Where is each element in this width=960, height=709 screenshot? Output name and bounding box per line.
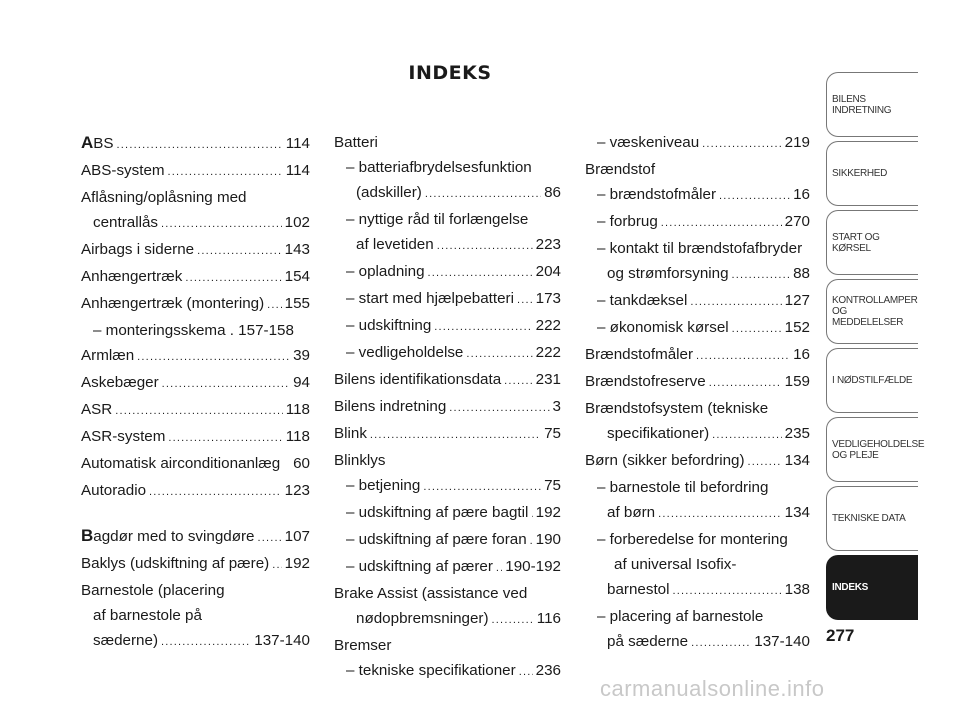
page-ref: 86 <box>544 184 561 201</box>
page-ref: 102 <box>284 214 310 231</box>
page-ref: 114 <box>285 135 310 152</box>
dot-leader <box>197 239 282 264</box>
entry-text <box>334 367 501 392</box>
section-gap <box>81 505 310 523</box>
dot-leader <box>690 290 781 315</box>
index-heading: – kontakt til brændstofafbryder <box>597 240 803 257</box>
entry-label: sæderne) <box>93 632 158 649</box>
entry-text <box>346 340 463 365</box>
entry-text <box>81 397 112 422</box>
index-entry <box>81 291 310 318</box>
chapter-tab-label: VEDLIGEHOLDELSE OG PLEJE <box>832 438 925 461</box>
dot-leader <box>732 317 782 342</box>
chapter-tab[interactable] <box>826 417 925 482</box>
entry-label: – udskiftning af pærer <box>346 558 493 575</box>
entry-label: Airbags i siderne <box>81 241 195 258</box>
index-heading: Batteri <box>334 134 378 151</box>
index-entry <box>585 577 810 604</box>
index-entry <box>81 210 310 237</box>
entry-text <box>81 451 280 476</box>
index-entry <box>334 473 561 500</box>
index-heading: – batteriafbrydelsesfunktion <box>346 159 532 176</box>
entry-label: agdør med to svingdøre <box>93 528 255 545</box>
entry-text <box>81 130 114 156</box>
dot-leader <box>530 529 533 554</box>
index-entry <box>585 342 810 369</box>
entry-label: – væskeniveau <box>597 134 700 151</box>
entry-text <box>346 473 420 498</box>
page-ref: 16 <box>793 186 810 203</box>
dot-leader <box>531 502 532 527</box>
entry-label: – økonomisk kørsel <box>597 319 729 336</box>
index-entry <box>81 343 310 370</box>
page-ref: 236 <box>535 662 561 679</box>
chapter-tab-label: START OG KØRSEL <box>832 231 880 254</box>
page-ref: 223 <box>535 236 561 253</box>
entry-text <box>356 606 489 631</box>
dot-leader <box>709 371 782 396</box>
page-ref: 75 <box>544 425 561 442</box>
entry-text <box>597 209 658 234</box>
chapter-tab[interactable] <box>826 348 918 413</box>
index-heading: Aflåsning/oplåsning med <box>81 189 247 206</box>
index-entry <box>585 182 810 209</box>
entry-label: – forbrug <box>597 213 658 230</box>
index-entry <box>81 451 310 478</box>
index-entry <box>334 606 561 633</box>
entry-label: ASR <box>81 401 113 418</box>
index-entry <box>585 369 810 396</box>
page-ref: 235 <box>784 425 810 442</box>
chapter-tab[interactable] <box>826 72 918 137</box>
entry-text <box>81 370 159 395</box>
dot-leader <box>492 608 534 633</box>
entry-text <box>334 394 446 419</box>
entry-text <box>597 182 716 207</box>
dot-leader <box>272 553 281 578</box>
entry-label: – opladning <box>346 263 425 280</box>
index-entry <box>585 261 810 288</box>
entry-label: på sæderne <box>607 633 689 650</box>
entry-label: – udskiftning af pære foran <box>346 531 527 548</box>
page-ref: 138 <box>784 581 810 598</box>
entry-text <box>346 286 514 311</box>
index-entry <box>81 523 310 551</box>
entry-label: Anhængertræk (montering) <box>81 295 265 312</box>
index-entry <box>334 394 561 421</box>
entry-text <box>346 500 528 525</box>
index-entry <box>81 237 310 264</box>
index-entry <box>81 370 310 397</box>
index-column-1 <box>81 130 310 655</box>
page-ref: 152 <box>784 319 810 336</box>
page-ref: 88 <box>793 265 810 282</box>
page-ref: 94 <box>293 374 310 391</box>
dot-leader <box>658 502 782 527</box>
entry-label: Blink <box>334 425 367 442</box>
index-heading: Brændstofsystem (tekniske <box>585 400 769 417</box>
entry-label: Automatisk airconditionanlæg <box>81 455 281 472</box>
index-entry <box>334 259 561 286</box>
entry-text <box>81 291 264 316</box>
index-entry <box>334 658 561 685</box>
entry-label: BS <box>93 135 114 152</box>
chapter-tab-label: I NØDSTILFÆLDE <box>832 375 913 386</box>
entry-text <box>81 264 182 289</box>
section-initial: B <box>81 526 94 545</box>
entry-text <box>81 158 165 183</box>
entry-text <box>597 315 729 340</box>
entry-text <box>93 210 158 235</box>
chapter-tab-label: TEKNISKE DATA <box>832 513 906 524</box>
index-entry <box>585 500 810 527</box>
dot-leader <box>428 261 533 286</box>
index-entry <box>585 209 810 236</box>
entry-text <box>585 369 706 394</box>
page-ref: 222 <box>535 317 561 334</box>
index-entry <box>81 130 310 158</box>
index-entry <box>81 551 310 578</box>
entry-text <box>346 527 527 552</box>
index-heading: Blinklys <box>334 452 386 469</box>
entry-label: ASR-system <box>81 428 166 445</box>
entry-label: centrallås <box>93 214 158 231</box>
entry-text <box>607 577 669 602</box>
index-heading: Barnestole (placering <box>81 582 225 599</box>
dot-leader <box>719 184 790 209</box>
entry-text <box>346 313 431 338</box>
entry-label: – betjening <box>346 477 421 494</box>
index-heading: – barnestole til befordring <box>597 479 769 496</box>
page-ref: 134 <box>784 452 810 469</box>
entry-label: Bilens indretning <box>334 398 447 415</box>
entry-text <box>81 478 146 503</box>
page-ref: 219 <box>784 134 810 151</box>
page-ref: 134 <box>784 504 810 521</box>
entry-text <box>81 237 194 262</box>
entry-label: Brændstofreserve <box>585 373 706 390</box>
entry-label: af børn <box>607 504 656 521</box>
index-entry <box>81 478 310 505</box>
entry-text <box>334 421 367 446</box>
index-entry <box>334 554 561 581</box>
page-ref: 75 <box>544 477 561 494</box>
entry-text <box>607 421 709 446</box>
entry-text <box>93 628 158 653</box>
page-ref: 107 <box>284 528 310 545</box>
entry-label: – udskiftning <box>346 317 432 334</box>
entry-label: Bilens identifikationsdata <box>334 371 502 388</box>
dot-leader <box>519 660 533 685</box>
entry-text <box>597 288 687 313</box>
page-ref: 270 <box>784 213 810 230</box>
entry-text <box>585 448 745 473</box>
entry-text <box>356 232 434 257</box>
page-number: 277 <box>826 626 855 645</box>
index-entry <box>334 527 561 554</box>
entry-label: specifikationer) <box>607 425 710 442</box>
index-entry <box>334 313 561 340</box>
dot-leader <box>696 344 790 369</box>
dot-leader <box>117 133 283 158</box>
entry-text <box>81 551 269 576</box>
index-entry <box>334 286 561 313</box>
entry-label: – udskiftning af pære bagtil <box>346 504 529 521</box>
entry-text <box>81 424 165 449</box>
entry-text <box>607 500 655 525</box>
index-entry <box>334 232 561 259</box>
chapter-tabs <box>826 72 925 624</box>
entry-label: og strømforsyning <box>607 265 729 282</box>
index-entry <box>81 264 310 291</box>
dot-leader <box>258 526 282 551</box>
entry-label: (adskiller) <box>356 184 422 201</box>
entry-text <box>81 343 134 368</box>
page-ref: 154 <box>284 268 310 285</box>
dot-leader <box>437 234 533 259</box>
chapter-tab[interactable] <box>826 210 918 275</box>
dot-leader <box>168 160 283 185</box>
index-entry <box>81 158 310 185</box>
page-ref: 192 <box>535 504 561 521</box>
dot-leader <box>425 182 541 207</box>
dot-leader <box>137 345 290 370</box>
index-column-3 <box>585 130 810 656</box>
index-entry <box>334 340 561 367</box>
page-ref: 222 <box>535 344 561 361</box>
dot-leader <box>267 293 281 318</box>
dot-leader <box>661 211 782 236</box>
entry-text <box>346 658 516 683</box>
page-ref: 159 <box>784 373 810 390</box>
dot-leader <box>517 288 533 313</box>
index-heading: Brændstof <box>585 161 656 178</box>
index-entry <box>585 448 810 475</box>
index-column-2 <box>334 130 561 685</box>
page-ref: 60 <box>293 455 310 472</box>
entry-label: barnestol <box>607 581 670 598</box>
entry-label: af levetiden <box>356 236 434 253</box>
page-title: INDEKS <box>408 62 492 84</box>
chapter-tab[interactable] <box>826 141 918 206</box>
page-ref: 137-140 <box>254 632 310 649</box>
chapter-tab-label: SIKKERHED <box>832 168 888 179</box>
dot-leader <box>434 315 532 340</box>
entry-label: – vedligeholdelse <box>346 344 464 361</box>
page-ref: 190-192 <box>505 558 561 575</box>
entry-text <box>346 259 425 284</box>
entry-label: Baklys (udskiftning af pære) <box>81 555 270 572</box>
page-ref: 190 <box>535 531 561 548</box>
dot-leader <box>748 450 782 475</box>
dot-leader <box>449 396 549 421</box>
index-entry <box>81 424 310 451</box>
page-ref: 118 <box>285 428 310 445</box>
index-heading: af universal Isofix- <box>614 556 737 573</box>
page-ref: 39 <box>293 347 310 364</box>
entry-label: – brændstofmåler <box>597 186 717 203</box>
dot-leader <box>504 369 532 394</box>
dot-leader <box>370 423 541 448</box>
index-entry <box>585 315 810 342</box>
dot-leader <box>185 266 281 291</box>
page-ref: 114 <box>285 162 310 179</box>
dot-leader <box>496 556 502 581</box>
entry-label: – tekniske specifikationer <box>346 662 516 679</box>
entry-label: Brændstofmåler <box>585 346 694 363</box>
dot-leader <box>161 212 282 237</box>
section-initial: A <box>81 133 94 152</box>
index-heading: Bremser <box>334 637 392 654</box>
page-ref: 204 <box>535 263 561 280</box>
index-heading: – nyttige råd til forlængelse <box>346 211 529 228</box>
page-ref: 118 <box>285 401 310 418</box>
dot-leader <box>466 342 532 367</box>
entry-text <box>607 629 688 654</box>
dot-leader <box>115 399 283 424</box>
index-entry <box>334 367 561 394</box>
dot-leader <box>712 423 782 448</box>
chapter-tab[interactable] <box>826 486 918 551</box>
chapter-tab[interactable] <box>826 555 918 620</box>
index-heading: – forberedelse for montering <box>597 531 788 548</box>
index-entry <box>585 421 810 448</box>
dot-leader <box>702 132 782 157</box>
index-heading: af barnestole på <box>93 607 202 624</box>
index-heading: Brake Assist (assistance ved <box>334 585 528 602</box>
page-ref: 173 <box>535 290 561 307</box>
index-entry <box>585 130 810 157</box>
dot-leader <box>149 480 282 505</box>
dot-leader <box>168 426 282 451</box>
chapter-tab[interactable] <box>826 279 918 344</box>
entry-label: Autoradio <box>81 482 147 499</box>
entry-label: – tankdæksel <box>597 292 688 309</box>
entry-label: nødopbremsninger) <box>356 610 489 627</box>
entry-label: Askebæger <box>81 374 159 391</box>
dot-leader <box>423 475 541 500</box>
index-entry <box>81 628 310 655</box>
entry-text <box>607 261 729 286</box>
chapter-tab-label: BILENS INDRETNING <box>832 93 892 116</box>
index-heading: – placering af barnestole <box>597 608 764 625</box>
page-ref: 116 <box>536 610 561 627</box>
dot-leader <box>162 372 290 397</box>
page-ref: 137-140 <box>754 633 810 650</box>
index-entry <box>81 397 310 424</box>
index-entry <box>334 180 561 207</box>
dot-leader <box>732 263 791 288</box>
entry-label: Armlæn <box>81 347 135 364</box>
dot-leader <box>161 630 251 655</box>
page-ref: 16 <box>793 346 810 363</box>
page-ref: 123 <box>284 482 310 499</box>
chapter-tab-label: KONTROLLAMPER OG MEDDELELSER <box>832 295 918 328</box>
entry-text <box>585 342 693 367</box>
entry-text <box>346 554 493 579</box>
page-ref: 192 <box>284 555 310 572</box>
watermark: carmanualsonline.info <box>600 676 825 701</box>
page-ref: 143 <box>284 241 310 258</box>
page-ref: 155 <box>284 295 310 312</box>
page-ref: 127 <box>784 292 810 309</box>
entry-label: – start med hjælpebatteri <box>346 290 514 307</box>
index-entry <box>334 421 561 448</box>
dot-leader <box>672 579 781 604</box>
page-ref: 3 <box>552 398 561 415</box>
index-entry <box>585 288 810 315</box>
chapter-tab-label: INDEKS <box>832 582 868 593</box>
dot-leader <box>691 631 751 656</box>
page-ref: 231 <box>535 371 561 388</box>
index-entry <box>585 629 810 656</box>
entry-label: Anhængertræk <box>81 268 183 285</box>
index-entry <box>334 500 561 527</box>
entry-text <box>356 180 422 205</box>
entry-text <box>81 523 255 549</box>
index-heading: – monteringsskema . 157-158 <box>93 322 294 339</box>
entry-label: ABS-system <box>81 162 165 179</box>
entry-label: Børn (sikker befordring) <box>585 452 745 469</box>
entry-text <box>597 130 699 155</box>
